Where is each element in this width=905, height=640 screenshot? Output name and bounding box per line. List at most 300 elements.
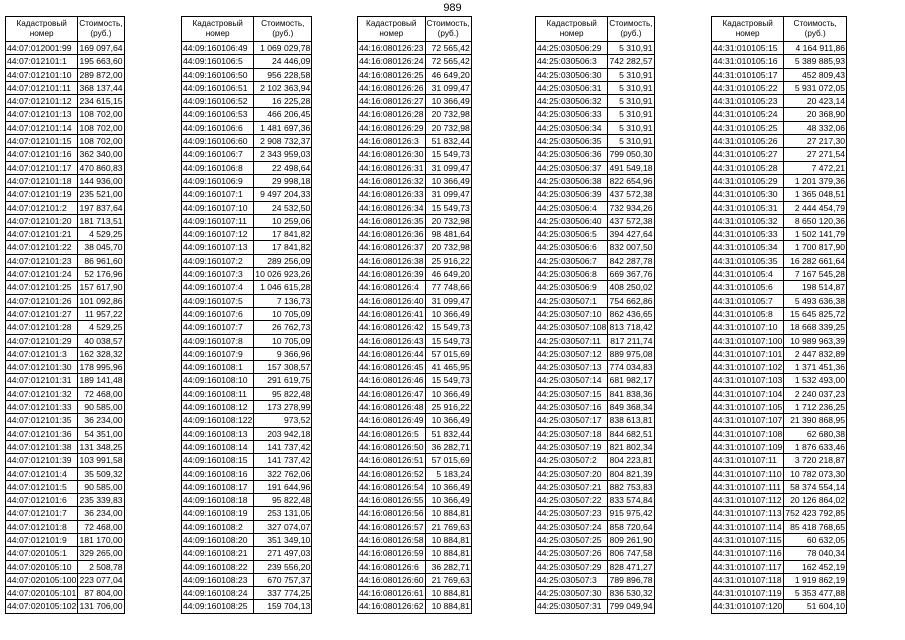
- cost-cell: 5 310,91: [608, 135, 654, 148]
- cadastral-number-cell: 44:07:012101:38: [6, 440, 78, 453]
- header-cadastral-number: Кадастровый номер: [358, 17, 426, 42]
- cost-cell: 235 339,83: [79, 495, 123, 506]
- cost-cell: 1 365 048,51: [784, 188, 847, 201]
- cadastral-number-cell: 44:16:080126:50: [359, 441, 424, 452]
- table-row: [182, 268, 312, 281]
- cost-cell: 15 549,73: [425, 334, 471, 347]
- cadastral-number-cell: 44:09:160108:23: [182, 573, 254, 586]
- cadastral-number-cell: 44:31:010105:8: [712, 307, 784, 320]
- cadastral-number-cell: 44:07:012101:18: [6, 174, 78, 187]
- table-row: [182, 533, 312, 546]
- table-row: [536, 587, 655, 600]
- table-row: [712, 55, 847, 68]
- cost-cell: 5 310,91: [608, 108, 654, 121]
- cost-cell: 10 026 923,26: [255, 269, 311, 280]
- table-row: [712, 241, 847, 254]
- table-row: [712, 533, 847, 546]
- table-row: [712, 587, 847, 600]
- cost-cell: 956 228,58: [254, 68, 312, 81]
- cadastral-number-cell: 44:31:010105:26: [712, 135, 784, 148]
- table-row: [712, 174, 847, 187]
- table-row: [358, 507, 472, 520]
- cost-cell: 838 613,81: [609, 415, 653, 426]
- cost-cell: 62 680,38: [784, 427, 847, 440]
- cost-cell: 11 957,22: [78, 307, 124, 320]
- cost-cell: 670 757,37: [254, 573, 312, 586]
- cadastral-number-cell: 44:31:010105:31: [712, 201, 784, 214]
- cadastral-number-cell: 44:31:010105:24: [712, 108, 784, 121]
- cost-cell: 10 884,81: [425, 600, 471, 613]
- cadastral-number-cell: 44:09:160108:17: [182, 480, 254, 493]
- table-row: [182, 600, 312, 613]
- cost-cell: 26 762,73: [254, 321, 312, 334]
- cost-cell: 52 176,96: [78, 268, 124, 281]
- cadastral-number-cell: 44:31:010107:104: [713, 388, 783, 399]
- table-row: [536, 374, 655, 387]
- table-row: [182, 95, 312, 108]
- cadastral-number-cell: 44:07:012101:39: [6, 454, 78, 467]
- cost-cell: 162 328,32: [79, 348, 123, 359]
- cost-cell: 90 585,00: [78, 401, 124, 414]
- table-row: [6, 427, 125, 440]
- table-row: [712, 387, 847, 400]
- table-row: [6, 228, 125, 241]
- cost-cell: 7 167 545,28: [784, 268, 847, 281]
- table-row: [536, 560, 655, 573]
- cadastral-number-cell: 44:31:010105:23: [712, 95, 784, 108]
- cost-cell: 162 452,19: [784, 560, 847, 573]
- table-row: [536, 321, 655, 334]
- table-row: [182, 560, 312, 573]
- cost-cell: 7 472,21: [784, 161, 847, 174]
- cost-cell: 17 841,82: [254, 241, 312, 254]
- table-row: [6, 520, 125, 533]
- cadastral-number-cell: 44:09:160108:24: [182, 587, 254, 600]
- cost-cell: 1 069 029,78: [254, 42, 312, 55]
- table-row: [182, 281, 312, 294]
- cost-cell: 754 662,86: [609, 295, 653, 306]
- table-row: [536, 42, 655, 55]
- cadastral-number-cell: 44:31:010105:16: [712, 55, 784, 68]
- table-row: [536, 188, 655, 201]
- cost-cell: 10 884,81: [425, 533, 471, 546]
- cadastral-number-cell: 44:31:010105:33: [712, 228, 784, 241]
- cadastral-number-cell: 44:09:160108:2: [182, 520, 254, 533]
- cost-cell: 27 217,30: [784, 135, 847, 148]
- cadastral-number-cell: 44:25:030507:25: [536, 533, 608, 546]
- table-row: [536, 414, 655, 427]
- page-number: 989: [443, 2, 462, 14]
- cadastral-number-cell: 44:09:160107:2: [182, 254, 254, 267]
- cadastral-number-cell: 44:09:160107:1: [182, 188, 254, 201]
- cadastral-number-cell: 44:07:020105:102: [7, 601, 77, 612]
- cost-cell: 86 961,60: [78, 254, 124, 267]
- cost-cell: 5 310,91: [608, 81, 654, 94]
- table-row: [182, 254, 312, 267]
- cadastral-number-cell: 44:31:010107:117: [712, 560, 784, 573]
- table-row: [712, 188, 847, 201]
- table-row: [536, 401, 655, 414]
- cost-cell: 862 436,65: [609, 308, 653, 319]
- cost-cell: 108 702,00: [79, 122, 123, 133]
- cadastral-number-cell: 44:07:012101:14: [6, 121, 78, 134]
- table-row: [182, 414, 312, 427]
- cost-cell: 4 529,25: [78, 321, 124, 334]
- table-row: [358, 95, 472, 108]
- cadastral-number-cell: 44:09:160107:12: [182, 228, 254, 241]
- cadastral-number-cell: 44:07:012101:16: [6, 148, 78, 161]
- cadastral-number-cell: 44:07:012101:4: [6, 467, 78, 480]
- cost-cell: 57 015,69: [425, 347, 471, 360]
- table-row: [182, 387, 312, 400]
- cadastral-number-cell: 44:07:012101:32: [6, 387, 78, 400]
- cost-cell: 40 038,57: [78, 334, 124, 347]
- cadastral-number-cell: 44:25:030506:35: [536, 135, 608, 148]
- cost-cell: 223 077,04: [79, 574, 123, 585]
- table-row: [182, 334, 312, 347]
- cadastral-number-cell: 44:09:160107:6: [182, 307, 254, 320]
- table-row: [712, 414, 847, 427]
- table-row: [182, 494, 312, 507]
- table-row: [182, 188, 312, 201]
- cadastral-number-cell: 44:16:080126:47: [359, 388, 424, 399]
- cadastral-number-cell: 44:16:080126:35: [359, 215, 424, 226]
- table-row: [358, 494, 472, 507]
- cadastral-number-cell: 44:25:030506:40: [536, 214, 608, 227]
- cost-cell: 822 654,96: [609, 175, 653, 186]
- table-row: [358, 307, 472, 320]
- table-row: [536, 68, 655, 81]
- header-cost: Стоимость, (руб.): [608, 17, 654, 42]
- cadastral-number-cell: 44:25:030507:12: [536, 347, 608, 360]
- cost-cell: 327 074,07: [254, 520, 312, 533]
- cost-cell: 491 549,18: [609, 162, 653, 173]
- table-row: [6, 68, 125, 81]
- table-row: [536, 334, 655, 347]
- table-row: [182, 174, 312, 187]
- cadastral-number-cell: 44:07:012101:31: [6, 374, 78, 387]
- table-row: [6, 547, 125, 560]
- cost-cell: 2 240 037,23: [784, 387, 847, 400]
- cadastral-number-cell: 44:09:160108:15: [182, 454, 254, 467]
- table-row: [358, 228, 472, 241]
- table-row: [536, 121, 655, 134]
- cost-cell: 189 141,48: [79, 375, 123, 386]
- table-row: [6, 401, 125, 414]
- cost-cell: 329 265,00: [79, 548, 123, 559]
- cadastral-number-cell: 44:25:030507:30: [536, 587, 608, 600]
- table-row: [6, 268, 125, 281]
- cost-cell: 362 340,00: [79, 149, 123, 160]
- table-row: [536, 148, 655, 161]
- cadastral-number-cell: 44:07:012101:6: [6, 494, 78, 507]
- cadastral-number-cell: 44:25:030506:4: [536, 201, 608, 214]
- table-row: [712, 281, 847, 294]
- cost-cell: 5 931 072,05: [784, 81, 847, 94]
- cost-cell: 394 427,64: [609, 229, 653, 240]
- cost-cell: 16 225,28: [254, 95, 312, 108]
- cost-cell: 10 705,09: [254, 307, 312, 320]
- table-row: [358, 427, 472, 440]
- cadastral-number-cell: 44:25:030507:10: [536, 307, 608, 320]
- table-row: [536, 201, 655, 214]
- table-row: [712, 467, 847, 480]
- cost-cell: 15 645 825,72: [784, 307, 847, 320]
- cost-cell: 337 774,25: [254, 587, 312, 600]
- cadastral-number-cell: 44:25:030507:18: [536, 427, 608, 440]
- table-row: [182, 547, 312, 560]
- table-row: [712, 494, 847, 507]
- table-row: [358, 401, 472, 414]
- cost-cell: 882 753,83: [609, 481, 653, 492]
- cost-cell: 1 876 633,46: [784, 440, 847, 453]
- table-row: [712, 520, 847, 533]
- table-row: [182, 148, 312, 161]
- cadastral-number-cell: 44:25:030507:23: [536, 507, 608, 520]
- cadastral-number-cell: 44:31:010107:100: [713, 335, 783, 346]
- table-row: [182, 121, 312, 134]
- cadastral-number-cell: 44:25:030506:33: [536, 108, 608, 121]
- cost-cell: 46 649,20: [425, 268, 471, 281]
- table-row: [182, 294, 312, 307]
- cost-cell: 4 164 911,86: [784, 42, 847, 55]
- cadastral-number-cell: 44:31:010107:116: [712, 547, 784, 560]
- cost-cell: 8 650 120,36: [784, 214, 847, 227]
- cost-cell: 60 632,05: [784, 533, 847, 546]
- table-row: [536, 294, 655, 307]
- cost-cell: 10 366,49: [425, 95, 471, 108]
- cadastral-number-cell: 44:09:160107:9: [182, 347, 254, 360]
- cadastral-number-cell: 44:31:010107:105: [713, 402, 783, 413]
- table-row: [712, 454, 847, 467]
- cadastral-number-cell: 44:16:080126:55: [359, 495, 424, 506]
- table-row: [712, 374, 847, 387]
- cadastral-number-cell: 44:25:030507:20: [536, 467, 608, 480]
- cadastral-number-cell: 44:09:160106:51: [182, 81, 254, 94]
- cadastral-number-cell: 44:09:160108:14: [182, 440, 254, 453]
- table-row: [712, 228, 847, 241]
- cadastral-number-cell: 44:09:160106:60: [182, 135, 254, 148]
- cost-cell: 10 366,49: [425, 307, 471, 320]
- cost-cell: 789 896,78: [609, 574, 653, 585]
- cost-cell: 5 310,91: [608, 68, 654, 81]
- cost-cell: 141 737,42: [254, 440, 312, 453]
- table-row: [712, 334, 847, 347]
- table-header-row: [182, 17, 312, 42]
- table-row: [712, 361, 847, 374]
- cost-cell: 437 572,38: [609, 215, 653, 226]
- cost-cell: 90 585,00: [78, 480, 124, 493]
- table-row: [182, 68, 312, 81]
- cost-cell: 21 390 868,95: [784, 414, 847, 427]
- cost-cell: 828 471,27: [609, 561, 653, 572]
- cost-cell: 3 720 218,87: [784, 454, 847, 467]
- cost-cell: 57 015,69: [425, 454, 471, 467]
- table-row: [358, 374, 472, 387]
- cadastral-number-cell: 44:09:160107:13: [182, 241, 254, 254]
- cost-cell: 1 502 141,79: [784, 228, 847, 241]
- table-row: [712, 307, 847, 320]
- cadastral-number-cell: 44:16:080126:51: [359, 455, 424, 466]
- cost-cell: 915 975,42: [609, 508, 653, 519]
- table-row: [358, 121, 472, 134]
- cost-cell: 10 884,81: [425, 587, 471, 600]
- cadastral-number-cell: 44:07:012101:26: [6, 294, 78, 307]
- cadastral-number-cell: 44:25:030507:1: [536, 294, 608, 307]
- table-row: [536, 214, 655, 227]
- cadastral-number-cell: 44:09:160107:4: [182, 281, 254, 294]
- table-row: [712, 121, 847, 134]
- table-row: [6, 454, 125, 467]
- cadastral-number-cell: 44:31:010107:118: [712, 573, 784, 586]
- cost-cell: 54 351,00: [78, 427, 124, 440]
- cadastral-number-cell: 44:07:020105:101: [7, 588, 77, 599]
- cadastral-number-cell: 44:25:030506:34: [536, 121, 608, 134]
- cost-cell: 181 170,00: [79, 534, 123, 545]
- cost-cell: 809 261,90: [609, 534, 653, 545]
- table-row: [6, 480, 125, 493]
- table-row: [536, 533, 655, 546]
- cost-cell: 20 368,90: [784, 108, 847, 121]
- cost-cell: 20 732,98: [425, 108, 471, 121]
- table-row: [536, 254, 655, 267]
- cost-cell: 806 747,58: [609, 548, 653, 559]
- table-row: [712, 401, 847, 414]
- table-row: [712, 268, 847, 281]
- cadastral-number-cell: 44:07:012101:5: [6, 480, 78, 493]
- cadastral-number-cell: 44:31:010105:30: [712, 188, 784, 201]
- cost-cell: 15 549,73: [425, 321, 471, 334]
- cost-cell: 470 860,83: [79, 162, 123, 173]
- cadastral-number-cell: 44:07:012101:10: [6, 68, 78, 81]
- table-row: [712, 135, 847, 148]
- cadastral-number-cell: 44:16:080126:61: [359, 588, 424, 599]
- cadastral-number-cell: 44:16:080126:60: [359, 574, 424, 585]
- cost-cell: 197 837,64: [79, 202, 123, 213]
- table-row: [536, 55, 655, 68]
- cost-cell: 72 565,42: [425, 42, 471, 55]
- cadastral-number-cell: 44:25:030507:26: [536, 547, 608, 560]
- cost-cell: 2 447 832,89: [784, 347, 847, 360]
- cadastral-number-cell: 44:09:160108:16: [182, 467, 254, 480]
- cadastral-number-cell: 44:16:080126:25: [359, 69, 424, 80]
- table-row: [182, 480, 312, 493]
- table-row: [182, 347, 312, 360]
- table-row: [536, 307, 655, 320]
- cadastral-number-cell: 44:31:010105:6: [712, 281, 784, 294]
- table-row: [536, 174, 655, 187]
- cost-cell: 38 045,70: [78, 241, 124, 254]
- cadastral-number-cell: 44:09:160108:21: [182, 547, 254, 560]
- table-row: [6, 440, 125, 453]
- cadastral-number-cell: 44:07:012101:3: [6, 347, 78, 360]
- header-cadastral-number: Кадастровый номер: [536, 17, 608, 42]
- cost-cell: 22 498,64: [254, 161, 312, 174]
- table-row: [182, 374, 312, 387]
- table-row: [358, 600, 472, 613]
- table-row: [358, 201, 472, 214]
- cost-cell: 351 349,10: [254, 533, 312, 546]
- cost-cell: 15 549,73: [425, 374, 471, 387]
- cadastral-number-cell: 44:16:080126:3: [358, 135, 426, 148]
- cadastral-number-cell: 44:07:012101:8: [6, 520, 78, 533]
- table-row: [536, 108, 655, 121]
- cost-cell: 832 007,50: [609, 242, 653, 253]
- cadastral-number-cell: 44:31:010107:113: [712, 507, 784, 520]
- cost-cell: 5 493 636,38: [784, 294, 847, 307]
- cost-cell: 21 769,63: [425, 573, 471, 586]
- cost-cell: 4 529,25: [78, 228, 124, 241]
- cost-cell: 77 748,66: [425, 281, 471, 294]
- cost-cell: 58 374 554,14: [784, 480, 847, 493]
- cost-cell: 48 332,06: [784, 121, 847, 134]
- table-row: [712, 148, 847, 161]
- cadastral-number-cell: 44:16:080126:30: [359, 149, 424, 160]
- cadastral-number-cell: 44:07:012101:24: [6, 268, 78, 281]
- cost-cell: 889 975,08: [609, 348, 653, 359]
- cost-cell: 20 732,98: [425, 121, 471, 134]
- table-row: [712, 427, 847, 440]
- cadastral-number-cell: 44:16:080126:54: [359, 481, 424, 492]
- cadastral-number-cell: 44:16:080126:49: [359, 415, 424, 426]
- cadastral-number-cell: 44:07:020105:100: [7, 574, 77, 585]
- cadastral-number-cell: 44:07:012101:12: [6, 95, 78, 108]
- cost-cell: 821 802,34: [609, 441, 653, 452]
- table-row: [712, 42, 847, 55]
- cost-cell: 842 287,78: [609, 255, 653, 266]
- cost-cell: 291 619,75: [254, 374, 312, 387]
- table-row: [358, 174, 472, 187]
- cost-cell: 36 234,00: [78, 414, 124, 427]
- cadastral-number-cell: 44:16:080126:52: [359, 468, 424, 479]
- table-row: [6, 241, 125, 254]
- cadastral-number-cell: 44:16:080126:39: [359, 269, 424, 280]
- cadastral-number-cell: 44:07:012101:22: [6, 241, 78, 254]
- cost-cell: 1 201 379,36: [784, 174, 847, 187]
- table-row: [358, 321, 472, 334]
- cadastral-number-cell: 44:31:010107:119: [712, 587, 784, 600]
- table-row: [712, 440, 847, 453]
- cadastral-number-cell: 44:16:080126:59: [359, 548, 424, 559]
- table-row: [536, 347, 655, 360]
- cadastral-number-cell: 44:16:080126:5: [358, 427, 426, 440]
- table-row: [182, 321, 312, 334]
- table-row: [6, 214, 125, 227]
- table-row: [712, 507, 847, 520]
- cost-cell: 51 832,44: [425, 427, 471, 440]
- cost-cell: 36 234,00: [78, 507, 124, 520]
- table-row: [358, 108, 472, 121]
- cadastral-table-1: [5, 16, 125, 614]
- cadastral-number-cell: 44:25:030506:36: [536, 148, 608, 161]
- cost-cell: 1 700 817,90: [784, 241, 847, 254]
- table-row: [182, 214, 312, 227]
- cadastral-number-cell: 44:16:080126:36: [359, 229, 424, 240]
- cadastral-number-cell: 44:09:160107:3: [182, 268, 254, 281]
- cadastral-number-cell: 44:25:030506:37: [536, 161, 608, 174]
- cadastral-number-cell: 44:31:010107:108: [713, 428, 783, 439]
- table-row: [536, 135, 655, 148]
- cost-cell: 15 549,73: [425, 201, 471, 214]
- cost-cell: 16 282 661,64: [784, 254, 847, 267]
- cost-cell: 2 908 732,37: [254, 135, 312, 148]
- cadastral-number-cell: 44:31:010105:28: [712, 161, 784, 174]
- cadastral-table-5: [711, 16, 847, 614]
- table-row: [358, 520, 472, 533]
- cadastral-number-cell: 44:07:012101:28: [6, 321, 78, 334]
- cost-cell: 239 556,20: [254, 560, 312, 573]
- cost-cell: 973,52: [254, 414, 312, 427]
